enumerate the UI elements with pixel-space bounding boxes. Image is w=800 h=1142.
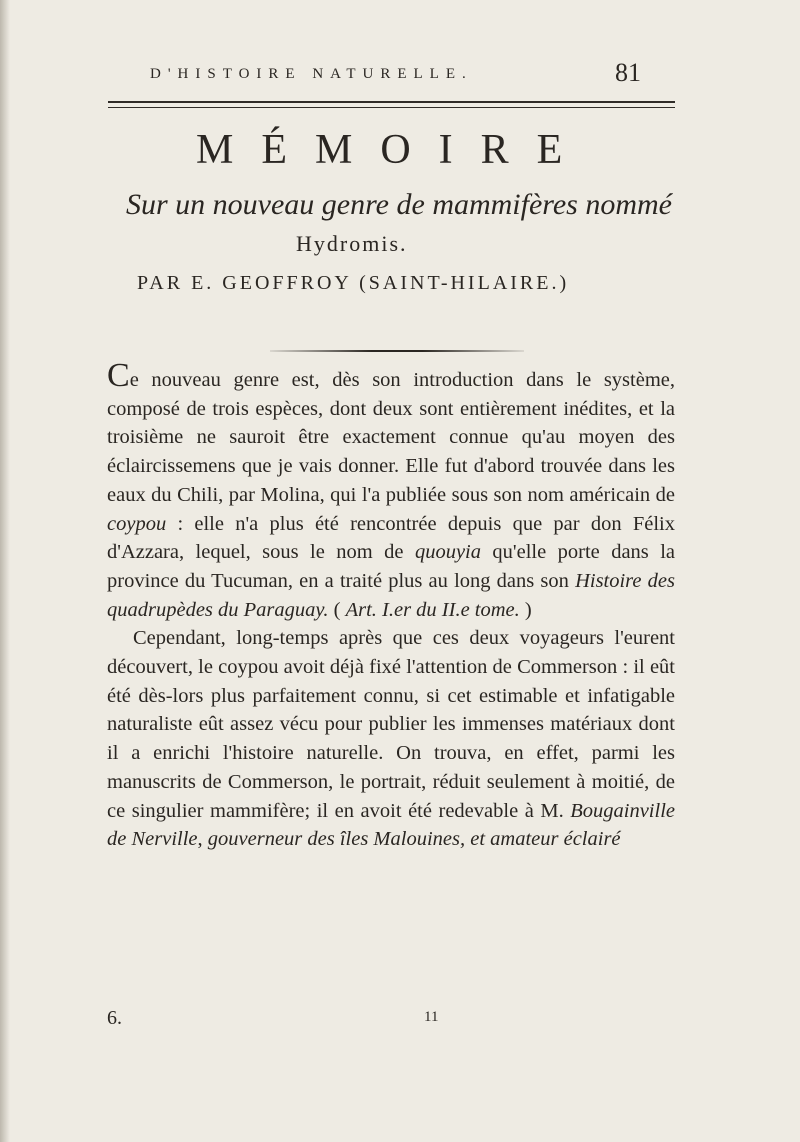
sheet-number: 11 [424, 1009, 439, 1025]
p1-text-3: qu'elle porte dans la province du Tucuman, en a traité plus au long dans son [107, 541, 675, 592]
title-separator-rule [270, 350, 524, 352]
genus-name: Hydromis. [296, 231, 408, 256]
p1-italic-reference: Art. I.er du II.e tome. [345, 598, 520, 621]
signature-mark: 6. [107, 1007, 122, 1029]
p2-italic-name: Bougainville de Nerville [107, 799, 675, 851]
memoire-subtitle: Sur un nouveau genre de mammifères nommé [126, 188, 672, 221]
p1-text-2: : elle n'a plus été rencontrée depuis que par don Félix d'Azzara, lequel, sous le nom de [107, 512, 675, 564]
page-number: 81 [615, 58, 641, 87]
header-double-rule [108, 101, 675, 108]
memoire-title: MÉMOIRE [196, 127, 591, 173]
p1-text-5: ) [519, 598, 532, 621]
p2-italic-title: gouverneur des îles Malouines, et amateur éclairé [207, 828, 621, 851]
p1-text-4: ( [328, 598, 346, 621]
drop-cap: C [107, 357, 130, 394]
running-head: D'HISTOIRE NATURELLE. [150, 66, 473, 82]
p1-text-1: e nouveau genre est, dès son introduction dans le système, composé de trois espèces, dont deux sont entièrement inédites, et la troisième ne sauroit être exactement connue qu'au moyen des éclaircissemens que je vais donner. Elle fut d'abord trouvée dans les eaux du Chili, par Molina, qui l'a publiée sous son nom américain de [107, 369, 675, 506]
paragraph-1 [107, 357, 675, 624]
p1-italic-coypou: coypou [107, 512, 167, 535]
p1-italic-quouyia: quouyia [414, 541, 481, 564]
p2-text-1: Cependant, long-temps après que ces deux voyageurs l'eurent découvert, le coypou avoit déjà fixé l'attention de Commerson : il eût été dès-lors plus parfaitement connu, si cet estimable et infatigable naturaliste eût assez vécu pour publier les immenses matériaux dont il a enrichi l'histoire naturelle. On trouva, en effet, parmi les manuscrits de Commerson, le portrait, réduit seulement à moitié, de ce singulier mammifère; il en avoit été redevable à M. [107, 627, 675, 822]
page-gutter-shadow [0, 0, 10, 1142]
paragraph-2 [107, 624, 675, 854]
p2-text-2: , [197, 828, 208, 851]
body-text [107, 357, 675, 854]
author-line: PAR E. GEOFFROY (SAINT-HILAIRE.) [137, 272, 570, 294]
p1-italic-book-title: Histoire des quadrupèdes du Paraguay. [107, 569, 675, 621]
